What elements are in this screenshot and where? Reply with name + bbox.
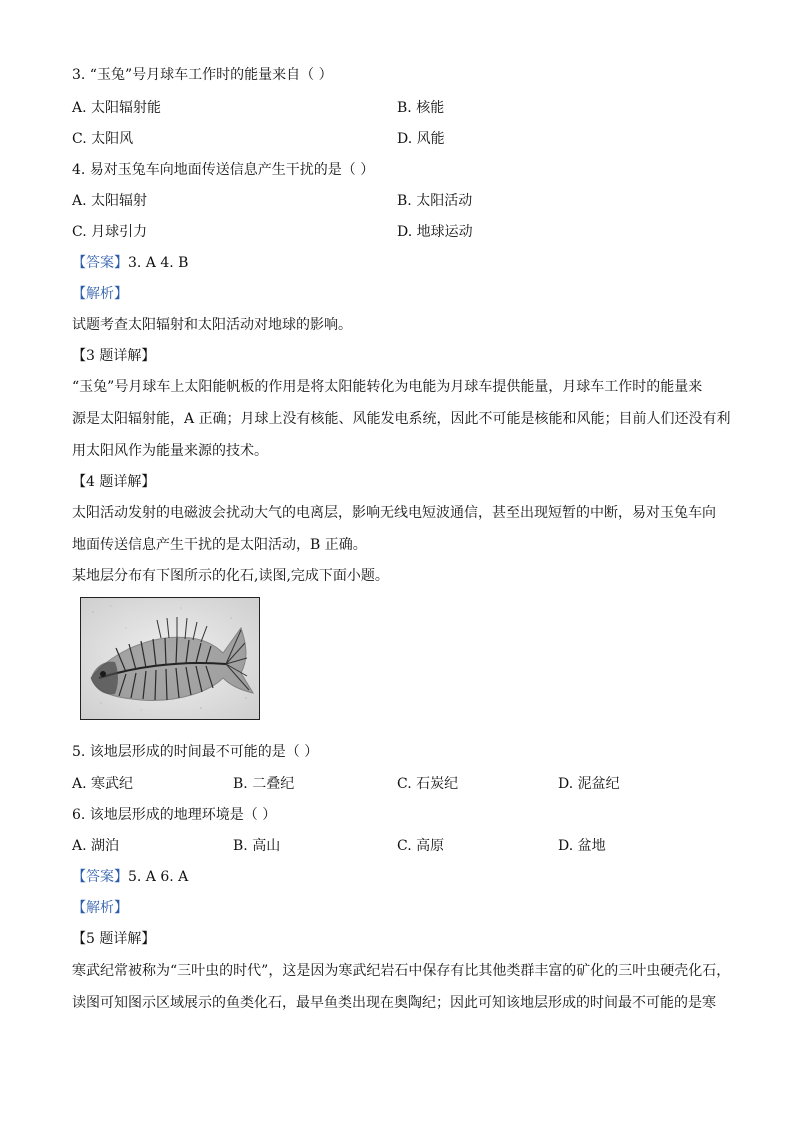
q6-stem: 6. 该地层形成的地理环境是（ ） xyxy=(72,807,277,823)
detail-3-line-1: “玉兔”号月球车上太阳能帆板的作用是将太阳能转化为电能为月球车提供能量，月球车工作时的能量来 xyxy=(72,379,703,395)
detail-3-line-3: 用太阳风作为能量来源的技术。 xyxy=(72,443,268,459)
q4-option-a: A. 太阳辐射 xyxy=(72,193,148,209)
answer-text: 3. A 4. B xyxy=(128,255,189,271)
q3-stem: 3. “玉兔”号月球车工作时的能量来自（ ） xyxy=(72,67,333,83)
q5-option-b: B. 二叠纪 xyxy=(233,776,295,792)
detail-5-line-2: 读图可知图示区域展示的鱼类化石，最早鱼类出现在奥陶纪；因此可知该地层形成的时间最不可能的是寒 xyxy=(72,995,716,1011)
detail-4-label: 【4 题详解】 xyxy=(72,474,156,490)
q3-option-d: D. 风能 xyxy=(397,131,445,147)
q5-option-a: A. 寒武纪 xyxy=(72,776,134,792)
answer-text: 5. A 6. A xyxy=(128,869,189,885)
q6-option-d: D. 盆地 xyxy=(558,838,606,854)
q6-option-b: B. 高山 xyxy=(233,838,281,854)
answer-block-2 xyxy=(72,868,188,886)
q3-option-c: C. 太阳风 xyxy=(72,131,134,147)
answer-label: 【答案】 xyxy=(72,255,128,271)
fish-fossil-image xyxy=(80,597,260,720)
detail-5-label: 【5 题详解】 xyxy=(72,931,156,947)
q4-stem: 4. 易对玉兔车向地面传送信息产生干扰的是（ ） xyxy=(72,162,375,178)
q3-option-b: B. 核能 xyxy=(397,100,445,116)
section-intro: 某地层分布有下图所示的化石,读图,完成下面小题。 xyxy=(72,568,389,584)
analysis-label: 【解析】 xyxy=(72,900,128,916)
detail-4-line-2: 地面传送信息产生干扰的是太阳活动，B 正确。 xyxy=(72,537,367,553)
q5-option-c: C. 石炭纪 xyxy=(397,776,459,792)
q4-option-c: C. 月球引力 xyxy=(72,224,148,240)
q6-option-a: A. 湖泊 xyxy=(72,838,120,854)
q5-option-d: D. 泥盆纪 xyxy=(558,776,620,792)
detail-4-line-1: 太阳活动发射的电磁波会扰动大气的电离层，影响无线电短波通信，甚至出现短暂的中断，易对玉兔车向 xyxy=(72,505,716,521)
fish-fossil-icon xyxy=(81,598,259,719)
answer-label: 【答案】 xyxy=(72,869,128,885)
q4-option-d: D. 地球运动 xyxy=(397,224,473,240)
q4-option-b: B. 太阳活动 xyxy=(397,193,473,209)
answer-block-1 xyxy=(72,254,188,272)
detail-3-line-2: 源是太阳辐射能，A 正确；月球上没有核能、风能发电系统，因此不可能是核能和风能；目前人们还没有利 xyxy=(72,411,731,427)
q3-option-a: A. 太阳辐射能 xyxy=(72,100,162,116)
q6-option-c: C. 高原 xyxy=(397,838,445,854)
analysis-label: 【解析】 xyxy=(72,286,128,302)
detail-5-line-1: 寒武纪常被称为“三叶虫的时代”，这是因为寒武纪岩石中保存有比其他类群丰富的矿化的三叶虫硬壳化石， xyxy=(72,963,731,979)
detail-3-label: 【3 题详解】 xyxy=(72,348,156,364)
q5-stem: 5. 该地层形成的时间最不可能的是（ ） xyxy=(72,744,319,760)
analysis-text: 试题考查太阳辐射和太阳活动对地球的影响。 xyxy=(72,317,352,333)
